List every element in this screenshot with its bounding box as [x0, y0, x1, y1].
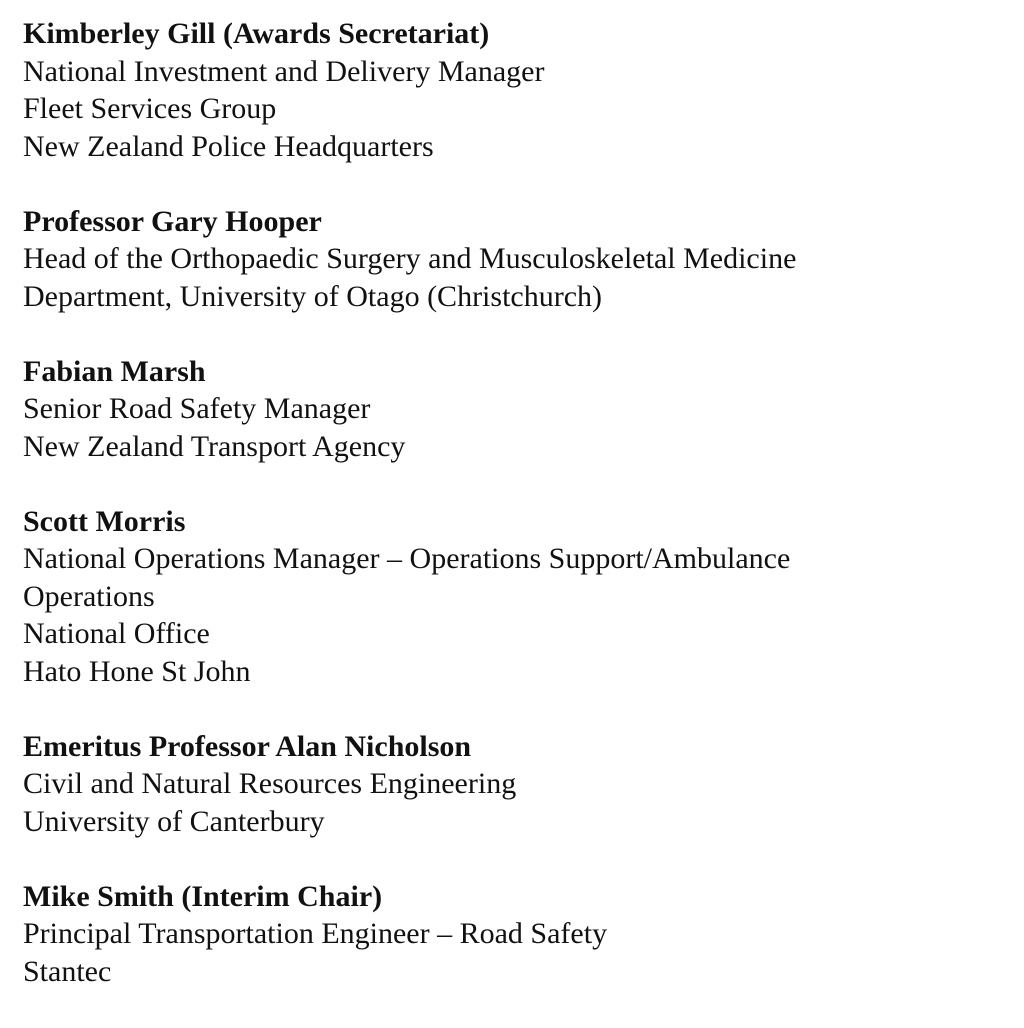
- member-entry: [23, 728, 1013, 841]
- member-detail-line: Department, University of Otago (Christchurch): [23, 279, 603, 313]
- member-entry: [23, 503, 1013, 691]
- member-name: Emeritus Professor Alan Nicholson: [23, 729, 472, 763]
- member-detail-line: Head of the Orthopaedic Surgery and Musculoskeletal Medicine: [23, 242, 797, 275]
- member-name: Mike Smith (Interim Chair): [23, 879, 383, 913]
- member-detail-line: National Office: [23, 617, 210, 650]
- members-list: [23, 15, 1013, 1028]
- member-detail-line: Hato Hone St John: [23, 654, 251, 688]
- member-detail-line: Civil and Natural Resources Engineering: [23, 767, 517, 800]
- member-detail-line: Fleet Services Group: [23, 92, 277, 125]
- member-detail-line: New Zealand Police Headquarters: [23, 129, 434, 163]
- member-detail-line: Senior Road Safety Manager: [23, 392, 371, 425]
- member-detail-line: Principal Transportation Engineer – Road Safety: [23, 917, 608, 950]
- member-name: Kimberley Gill (Awards Secretariat): [23, 17, 490, 50]
- member-detail-line: University of Canterbury: [23, 804, 325, 838]
- member-detail-line: New Zealand Transport Agency: [23, 429, 406, 463]
- member-entry: [23, 15, 1013, 165]
- member-detail-line: Stantec: [23, 954, 112, 988]
- member-name: Fabian Marsh: [23, 354, 206, 388]
- member-name: Scott Morris: [23, 504, 186, 538]
- member-detail-line: National Investment and Delivery Manager: [23, 54, 545, 88]
- member-entry: [23, 203, 1013, 316]
- member-entry: [23, 878, 1013, 991]
- member-name: Professor Gary Hooper: [23, 204, 322, 238]
- member-entry: [23, 353, 1013, 466]
- member-detail-line: National Operations Manager – Operations Support/Ambulance: [23, 542, 791, 575]
- member-detail-line: Operations: [23, 579, 155, 613]
